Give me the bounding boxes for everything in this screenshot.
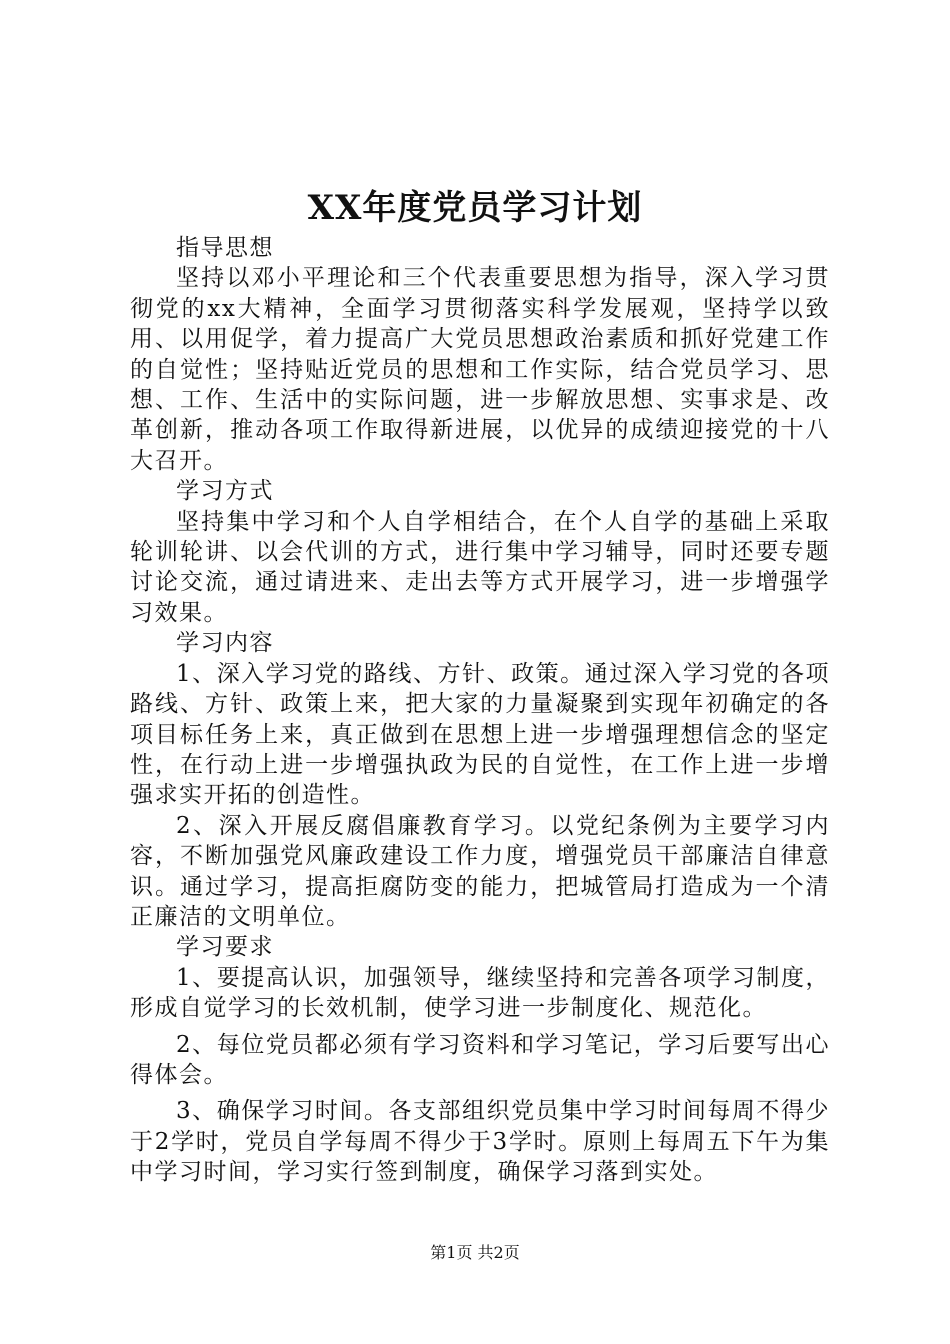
paragraph-study-content-2: 2、深入开展反腐倡廉教育学习。以党纪条例为主要学习内容，不断加强党风廉政建设工作力度，增强党员干部廉洁自律意识。通过学习，提高拒腐防变的能力，把城管局打造成为一个清正廉洁的文明单位。 xyxy=(130,812,830,930)
section-heading-study-content: 学习内容 xyxy=(176,630,274,657)
document-title: XX年度党员学习计划 xyxy=(307,188,643,228)
paragraph-guiding-ideology: 坚持以邓小平理论和三个代表重要思想为指导，深入学习贯彻党的xx大精神，全面学习贯彻落实科学发展观，坚持学以致用、以用促学，着力提高广大党员思想政治素质和抓好党建工作的自觉性；坚持贴近党员的思想和工作实际，结合党员学习、思想、工作、生活中的实际问题，进一步解放思想、实事求是、改革创新，推动各项工作取得新进展，以优异的成绩迎接党的十八大召开。 xyxy=(130,265,830,474)
paragraph-requirement-3: 3、确保学习时间。各支部组织党员集中学习时间每周不得少于2学时，党员自学每周不得少于3学时。原则上每周五下午为集中学习时间，学习实行签到制度，确保学习落到实处。 xyxy=(130,1098,830,1186)
section-heading-guiding-ideology: 指导思想 xyxy=(176,235,274,261)
paragraph-study-content-1: 1、深入学习党的路线、方针、政策。通过深入学习党的各项路线、方针、政策上来，把大家的力量凝聚到实现年初确定的各项目标任务上来，真正做到在思想上进一步增强理想信念的坚定性，在行动上进一步增强执政为民的自觉性，在工作上进一步增强求实开拓的创造性。 xyxy=(130,660,830,809)
section-heading-study-requirements: 学习要求 xyxy=(176,934,274,961)
section-heading-study-method: 学习方式 xyxy=(176,478,274,505)
page-number-footer: 第1页 共2页 xyxy=(430,1243,520,1262)
document-body xyxy=(130,233,830,1188)
paragraph-study-method: 坚持集中学习和个人自学相结合，在个人自学的基础上采取轮训轮讲、以会代训的方式，进行集中学习辅导，同时还要专题讨论交流，通过请进来、走出去等方式开展学习，进一步增强学习效果。 xyxy=(130,508,830,626)
paragraph-requirement-2: 2、每位党员都必须有学习资料和学习笔记，学习后要写出心得体会。 xyxy=(130,1031,830,1088)
paragraph-requirement-1: 1、要提高认识，加强领导，继续坚持和完善各项学习制度，形成自觉学习的长效机制，使学习进一步制度化、规范化。 xyxy=(130,964,830,1022)
